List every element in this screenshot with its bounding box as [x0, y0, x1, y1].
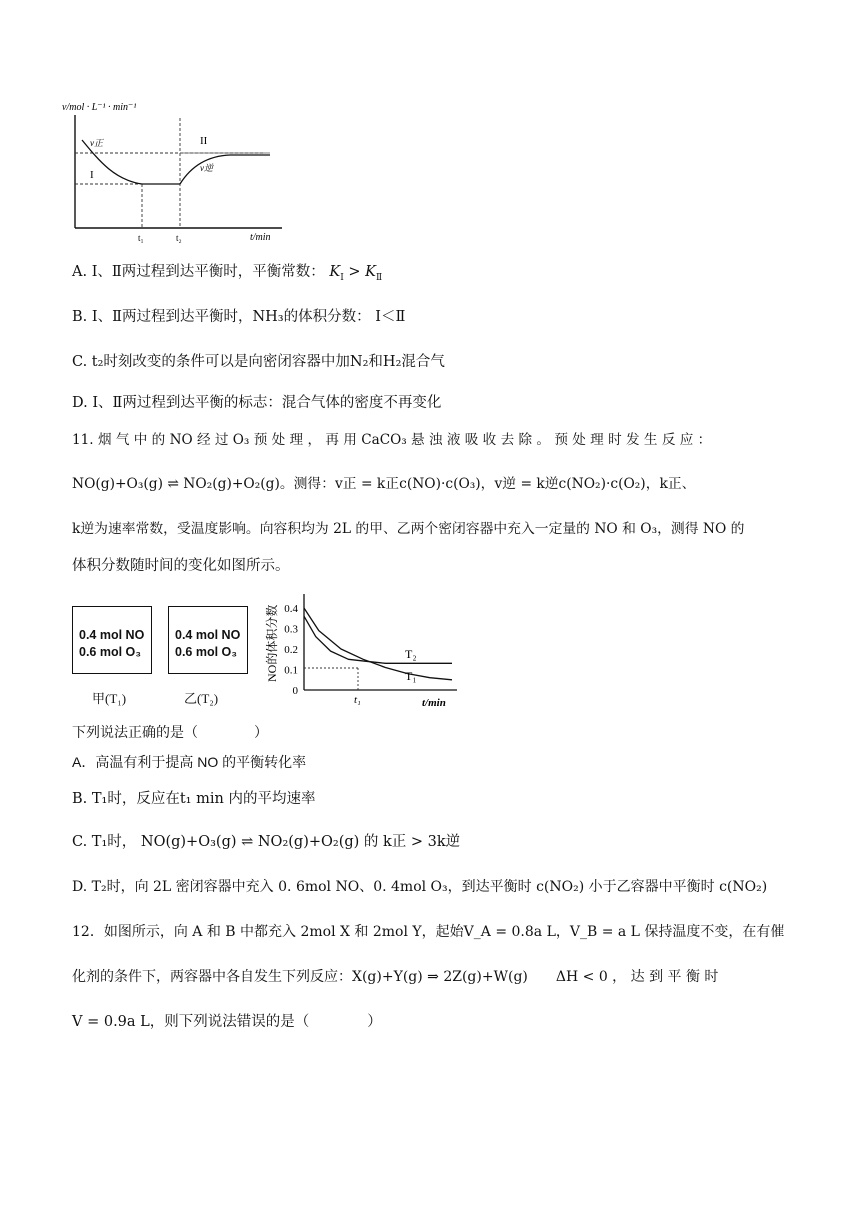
fig2-t1-label: t₁	[354, 694, 361, 706]
fig1-curve-II	[180, 155, 270, 184]
q10-option-d: D. Ⅰ、Ⅱ两过程到达平衡的标志：混合气体的密度不再变化	[72, 395, 442, 411]
fig1-ylabel: v/mol · L⁻¹ · min⁻¹	[62, 102, 137, 113]
q10-option-a-formula: $K_Ⅰ > K_Ⅱ$	[329, 264, 383, 283]
fig2-ytick-label: 0	[292, 685, 298, 697]
fig1-xlabel: t/min	[250, 232, 271, 243]
q11-stem-line1: 11. 烟 气 中 的 NO 经 过 O₃ 预 处 理 ， 再 用 CaCO₃ 悬 浊 液 吸 收 去 除 。 预 处 理 时 发 生 反 应 ：	[72, 432, 712, 448]
q11-stem-line4: 体积分数随时间的变化如图所示。	[72, 558, 290, 574]
fig2-ytick-label: 0.2	[284, 644, 298, 656]
fig2-series-line-T2	[304, 616, 452, 663]
q11-stem-line2: NO(g)+O₃(g) ⇌ NO₂(g)+O₂(g)。测得：v正 = k正c(NO)·c(O₃)，v逆 = k逆c(NO₂)·c(O₂)，k正、	[72, 476, 696, 492]
fig1-t1-label: t₁	[138, 233, 144, 243]
fig1-v-reverse-label: v逆	[200, 163, 213, 173]
container-yi-no: 0.4 mol NO	[175, 628, 241, 642]
no-fraction-chart	[262, 590, 462, 712]
fig1-region-I: I	[90, 169, 94, 181]
fig1-region-II: II	[200, 135, 208, 147]
q11-stem-line3: k逆为速率常数，受温度影响。向容积均为 2L 的甲、乙两个密闭容器中充入一定量的 NO 和 O₃，测得 NO 的	[72, 521, 745, 537]
q10-option-a	[72, 262, 382, 288]
fig2-ytick-label: 0.1	[284, 664, 298, 677]
rate-time-figure	[60, 100, 290, 248]
q10-option-c: C. t₂时刻改变的条件可以是向密闭容器中加N₂和H₂混合气	[72, 354, 445, 370]
q11-option-a: A．高温有利于提高 NO 的平衡转化率	[72, 754, 307, 770]
q12-stem-line3: V = 0.9a L，则下列说法错误的是（ ）	[72, 1014, 382, 1030]
fig2-ylabel: NO的体积分数	[265, 604, 279, 682]
q12-stem-line2: 化剂的条件下，两容器中各自发生下列反应：X(g)+Y(g) ⇒ 2Z(g)+W(g) ΔH < 0 ， 达 到 平 衡 时	[72, 969, 719, 985]
container-jia-no: 0.4 mol NO	[79, 628, 145, 642]
q11-option-c: C. T₁时， NO(g)+O₃(g) ⇌ NO₂(g)+O₂(g) 的 k正 > 3k逆	[72, 834, 461, 850]
q10-option-a-text: A. Ⅰ、Ⅱ两过程到达平衡时，平衡常数：	[72, 264, 325, 280]
q10-option-b: B. Ⅰ、Ⅱ两过程到达平衡时，NH₃的体积分数： Ⅰ＜Ⅱ	[72, 309, 406, 325]
container-yi	[168, 606, 248, 674]
q11-option-b: B. T₁时，反应在t₁ min 内的平均速率	[72, 791, 316, 807]
fig1-t2-label: t₂	[176, 233, 182, 243]
fig2-series-line-T1	[304, 608, 452, 680]
fig2-series-T1-label: T₁	[405, 669, 417, 683]
q12-stem-line1: 12．如图所示，向 A 和 B 中都充入 2mol X 和 2mol Y，起始V_A = 0.8a L，V_B = a L 保持温度不变，在有催	[72, 924, 785, 940]
fig1-v-forward-label: v正	[90, 138, 103, 148]
container-yi-caption: 乙(T₂)	[184, 691, 219, 706]
container-jia-caption: 甲(T₁)	[92, 691, 127, 706]
container-yi-o3: 0.6 mol O₃	[175, 645, 238, 659]
container-jia	[72, 606, 152, 674]
fig2-xlabel: t/min	[422, 697, 446, 709]
fig2-ytick-label: 0.3	[284, 623, 298, 636]
q11-question-stem: 下列说法正确的是（ ）	[72, 724, 268, 740]
fig2-ytick-label: 0.4	[284, 603, 298, 615]
container-jia-o3: 0.6 mol O₃	[79, 645, 142, 659]
q11-option-d: D. T₂时，向 2L 密闭容器中充入 0. 6mol NO、0. 4mol O₃，到达平衡时 c(NO₂) 小于乙容器中平衡时 c(NO₂)	[72, 879, 768, 895]
fig2-series-T2-label: T₂	[405, 647, 417, 661]
